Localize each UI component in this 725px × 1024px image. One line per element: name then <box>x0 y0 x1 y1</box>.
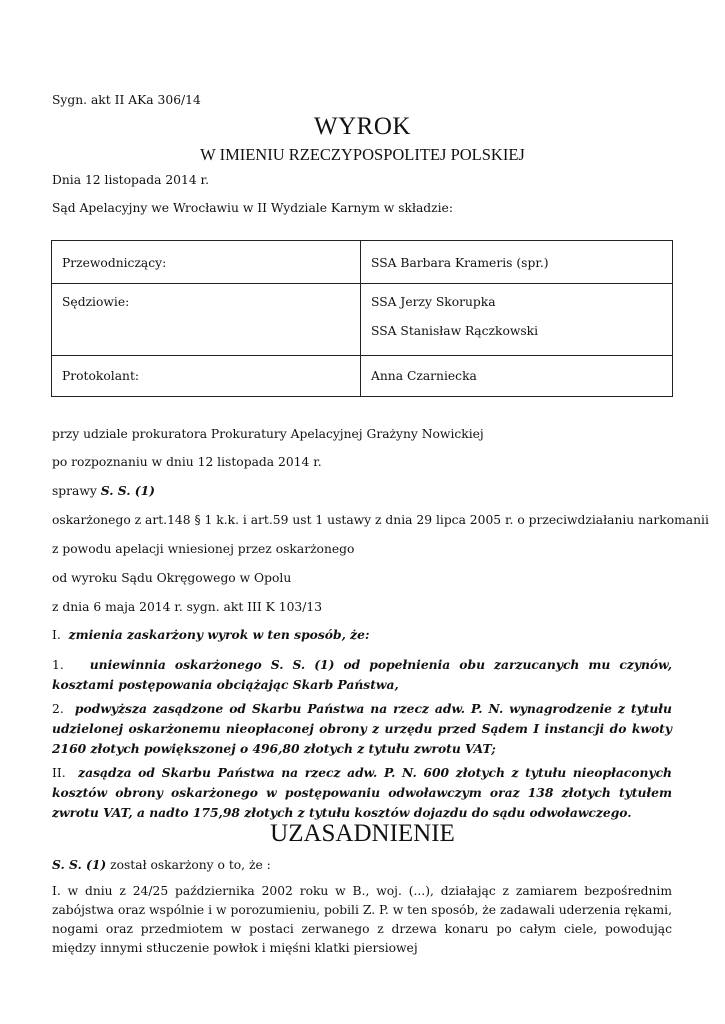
document-subtitle: W IMIENIU RZECZYPOSPOLITEJ POLSKIEJ <box>200 145 525 164</box>
verdict-subpoint-number: 2. <box>52 702 64 716</box>
member-name: SSA Stanisław Rączkowski <box>371 324 539 338</box>
verdict-point-2 <box>52 763 672 823</box>
defendant-name: S. S. (1) <box>100 483 155 498</box>
role-cell <box>52 241 361 284</box>
prosecutor-line: przy udziale prokuratora Prokuratury Apelacyjnej Grażyny Nowickiej <box>52 427 484 441</box>
case-prefix: sprawy <box>52 484 101 498</box>
intro-text: został oskarżony o to, że : <box>106 858 271 872</box>
member-name: SSA Barbara Krameris (spr.) <box>371 256 549 270</box>
case-line <box>52 482 155 500</box>
verdict-point-text: zmienia zaskarżony wyrok w ten sposób, że: <box>68 627 370 642</box>
member-name: SSA Jerzy Skorupka <box>371 295 496 309</box>
verdict-subpoint-text: uniewinnia oskarżonego S. S. (1) od popełnienia obu zarzucanych mu czynów, kosztami postępowania obciążając Skarb Państwa, <box>52 657 672 692</box>
verdict-point-number: II. <box>52 766 66 780</box>
table-row <box>52 284 673 356</box>
court-composition-table <box>51 240 673 397</box>
verdict-subpoint-text: podwyższa zasądzone od Skarbu Państwa na rzecz adw. P. N. wynagrodzenie z tytułu udzielonej oskarżonemu nieopłaconej obrony z urzędu przed Sądem I instancji do kwoty 2160 złotych powiększonej o 496,80 złotych z tytułu zwrotu VAT; <box>52 701 672 756</box>
defendant-name: S. S. (1) <box>52 857 107 872</box>
court-composition-intro: Sąd Apelacyjny we Wrocławiu w II Wydziale Karnym w składzie: <box>52 201 453 215</box>
judgment-date: Dnia 12 listopada 2014 r. <box>52 173 209 187</box>
verdict-point-text: zasądza od Skarbu Państwa na rzecz adw. P. N. 600 złotych z tytułu nieopłaconych kosztów obrony oskarżonego w postępowaniu odwoławczym oraz 138 złotych tytułem zwrotu VAT, a nadto 175,98 złotych z tytułu kosztów dojazdu do sądu odwoławczego. <box>52 765 672 820</box>
verdict-point-1-1 <box>52 655 672 695</box>
lower-court-date-line: z dnia 6 maja 2014 r. sygn. akt III K 103/13 <box>52 600 323 614</box>
names-cell <box>361 284 673 356</box>
verdict-point-number: I. <box>52 628 61 642</box>
member-name: Anna Czarniecka <box>371 369 477 383</box>
role-label: Przewodniczący: <box>62 256 167 270</box>
role-cell <box>52 284 361 356</box>
justification-heading: UZASADNIENIE <box>270 820 455 847</box>
role-label: Protokolant: <box>62 369 140 383</box>
verdict-point-1 <box>52 626 370 644</box>
charge-1-text: I. w dniu z 24/25 października 2002 roku w B., woj. (...), działając z zamiarem bezpośrednim zabójstwa oraz wspólnie i w porozumieniu, pobili Z. P. w ten sposób, że zadawali uderzenia rękami, nogami oraz przedmiotem w postaci zerwanego z drzewa konaru po całym ciele, powodując między innymi stłuczenie powłok i mięśni klatki piersiowej <box>52 884 672 955</box>
justification-intro <box>52 856 271 874</box>
hearing-line: po rozpoznaniu w dniu 12 listopada 2014 r. <box>52 455 322 469</box>
names-cell <box>361 241 673 284</box>
case-signature: Sygn. akt II AKa 306/14 <box>52 93 201 107</box>
appeal-line: z powodu apelacji wniesionej przez oskarżonego <box>52 542 355 556</box>
role-label: Sędziowie: <box>62 295 130 309</box>
names-cell <box>361 356 673 397</box>
lower-court-line: od wyroku Sądu Okręgowego w Opolu <box>52 571 292 585</box>
verdict-subpoint-number: 1. <box>52 658 64 672</box>
verdict-point-1-2 <box>52 699 672 759</box>
table-row <box>52 241 673 284</box>
table-row <box>52 356 673 397</box>
document-title: WYROK <box>314 113 411 140</box>
charges-line: oskarżonego z art.148 § 1 k.k. i art.59 ust 1 ustawy z dnia 29 lipca 2005 r. o przeciwdziałaniu narkomanii <box>52 513 709 527</box>
role-cell <box>52 356 361 397</box>
